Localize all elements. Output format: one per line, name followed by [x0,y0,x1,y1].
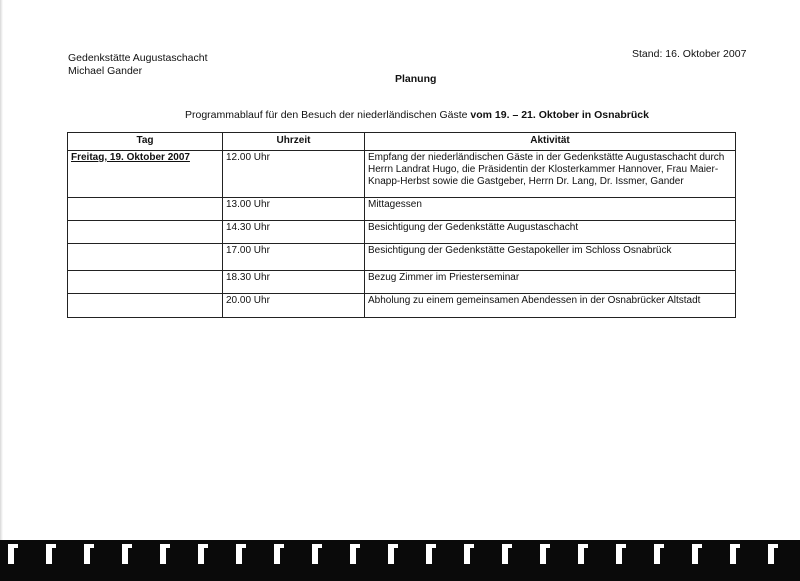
table-row [68,151,736,198]
table-row [68,198,736,221]
scan-artifact [198,544,204,564]
table-row [68,294,736,318]
column-header-aktivitaet: Aktivität [365,133,736,151]
scan-artifact [616,544,622,564]
cell-aktivitaet: Abholung zu einem gemeinsamen Abendessen in der Osnabrücker Altstadt [365,294,736,318]
table-header-row [68,133,736,151]
scan-artifact [692,544,698,564]
cell-uhrzeit: 14.30 Uhr [223,221,365,244]
scan-artifact [502,544,508,564]
cell-uhrzeit: 13.00 Uhr [223,198,365,221]
cell-aktivitaet: Mittagessen [365,198,736,221]
cell-tag [68,244,223,271]
cell-uhrzeit: 20.00 Uhr [223,294,365,318]
cell-uhrzeit: 17.00 Uhr [223,244,365,271]
scan-artifact [388,544,394,564]
table-row [68,221,736,244]
scan-artifact [8,544,14,564]
scan-artifact [122,544,128,564]
table-row [68,271,736,294]
author-name: Michael Gander [68,65,143,77]
program-table [67,132,736,318]
subtitle-text: Programmablauf für den Besuch der niederländischen Gäste [185,109,471,121]
cell-aktivitaet: Empfang der niederländischen Gäste in der Gedenkstätte Augustaschacht durch Herrn Landrat Hugo, die Präsidentin der Klosterkammer Hannover, Frau Maier-Knapp-Herbst sowie die Gastgeber, Herrn Dr. Lang, Dr. Issmer, Gander [365,151,736,198]
scan-artifact [84,544,90,564]
organization-name: Gedenkstätte Augustaschacht [68,52,208,64]
scan-artifact [350,544,356,564]
scan-artifact [426,544,432,564]
cell-tag [68,151,223,198]
scan-artifact [768,544,774,564]
subtitle-dates: vom 19. – 21. Oktober in Osnabrück [470,109,649,121]
scanner-edge-strip [0,540,800,581]
cell-uhrzeit: 12.00 Uhr [223,151,365,198]
scan-artifact [160,544,166,564]
scan-artifact [274,544,280,564]
scan-artifact [540,544,546,564]
document-date: Stand: 16. Oktober 2007 [632,48,747,60]
organization-block [68,52,208,78]
scan-artifact [312,544,318,564]
cell-tag [68,294,223,318]
column-header-tag: Tag [68,133,223,151]
cell-tag [68,271,223,294]
cell-uhrzeit: 18.30 Uhr [223,271,365,294]
scan-artifact [654,544,660,564]
cell-aktivitaet: Besichtigung der Gedenkstätte Augustaschacht [365,221,736,244]
program-subtitle [185,109,649,121]
scan-artifact [730,544,736,564]
scan-artifact [578,544,584,564]
scan-artifact [236,544,242,564]
table-row [68,244,736,271]
page-edge-shadow [0,0,3,581]
cell-tag [68,221,223,244]
cell-aktivitaet: Besichtigung der Gedenkstätte Gestapokeller im Schloss Osnabrück [365,244,736,271]
scan-artifact [464,544,470,564]
scan-artifact [46,544,52,564]
day-label: Freitag, 19. Oktober 2007 [71,152,190,163]
cell-tag [68,198,223,221]
cell-aktivitaet: Bezug Zimmer im Priesterseminar [365,271,736,294]
page-title: Planung [395,73,437,85]
column-header-uhrzeit: Uhrzeit [223,133,365,151]
